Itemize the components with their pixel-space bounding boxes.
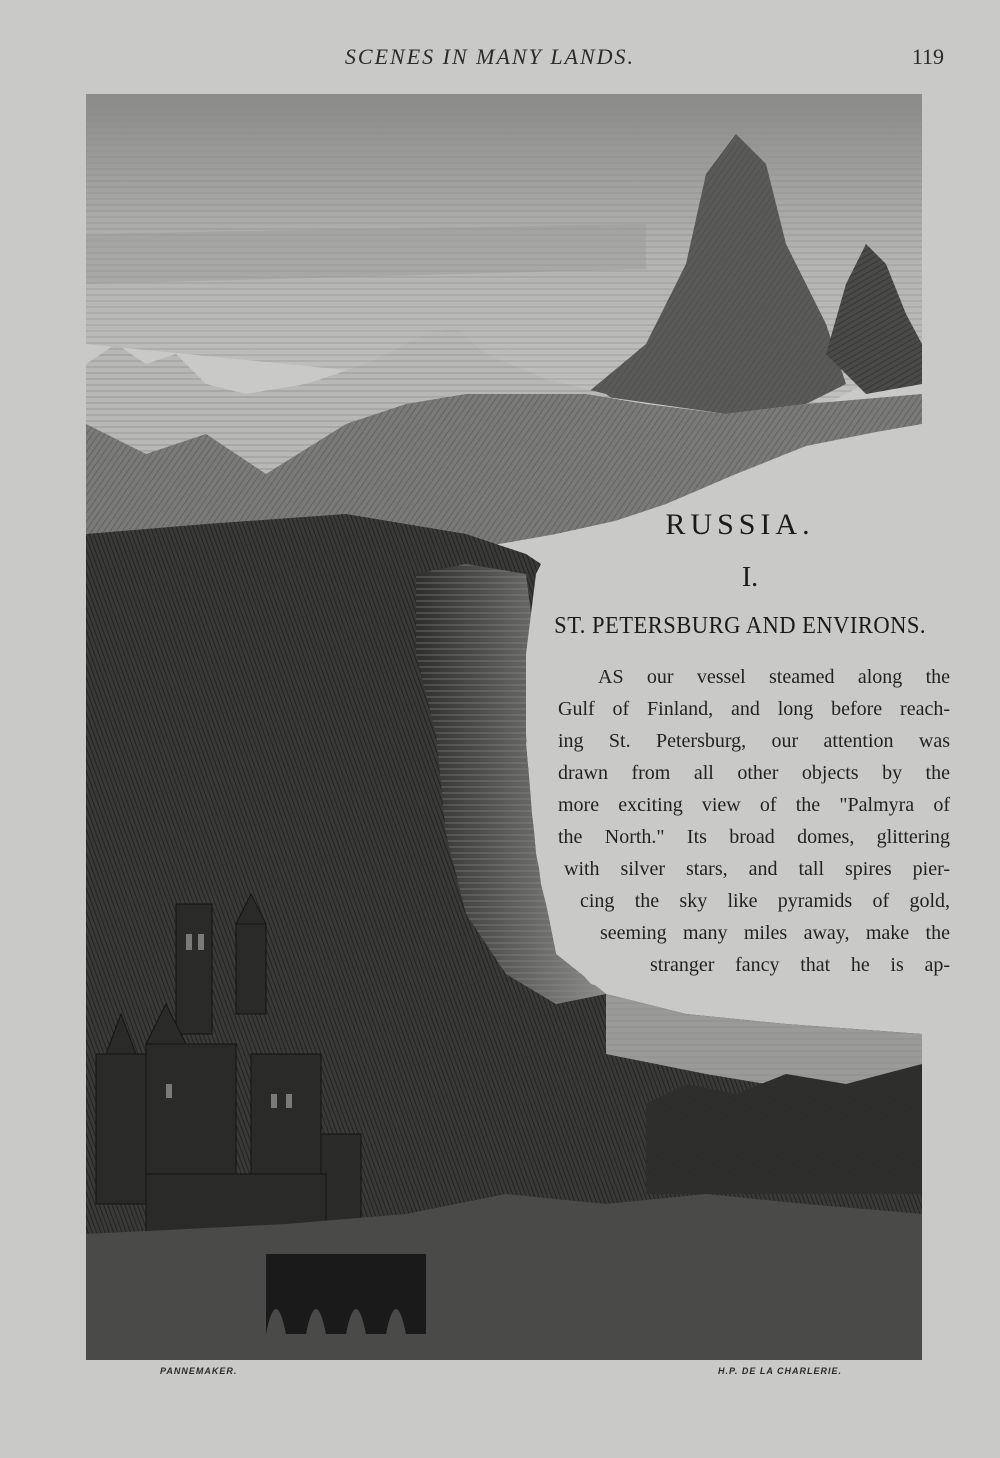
body-line: cing the sky like pyramids of gold, [580,890,950,912]
artist-credit: H.P. DE LA CHARLERIE. [718,1366,843,1376]
engraver-credit: PANNEMAKER. [160,1366,238,1376]
body-line: seeming many miles away, make the [600,922,950,944]
body-line: drawn from all other objects by the [558,762,950,784]
chapter-title: RUSSIA. [665,508,815,541]
body-line: stranger fancy that he is ap- [650,954,950,976]
body-line: Gulf of Finland, and long before reach- [558,698,950,720]
engraving-illustration [86,94,922,1360]
page-number: 119 [911,44,944,69]
body-line: more exciting view of the "Palmyra of [558,794,950,816]
body-line: the North." Its broad domes, glittering [558,826,950,848]
running-head [0,44,1000,74]
chapter-subtitle: ST. PETERSBURG AND ENVIRONS. [554,613,927,639]
engraving-artwork [86,94,922,1360]
chapter-number: I. [741,562,759,593]
body-line: ing St. Petersburg, our attention was [558,730,950,752]
running-title: SCENES IN MANY LANDS. [344,44,636,69]
body-line: AS our vessel steamed along the [598,666,950,688]
body-line: with silver stars, and tall spires pier- [564,858,950,880]
